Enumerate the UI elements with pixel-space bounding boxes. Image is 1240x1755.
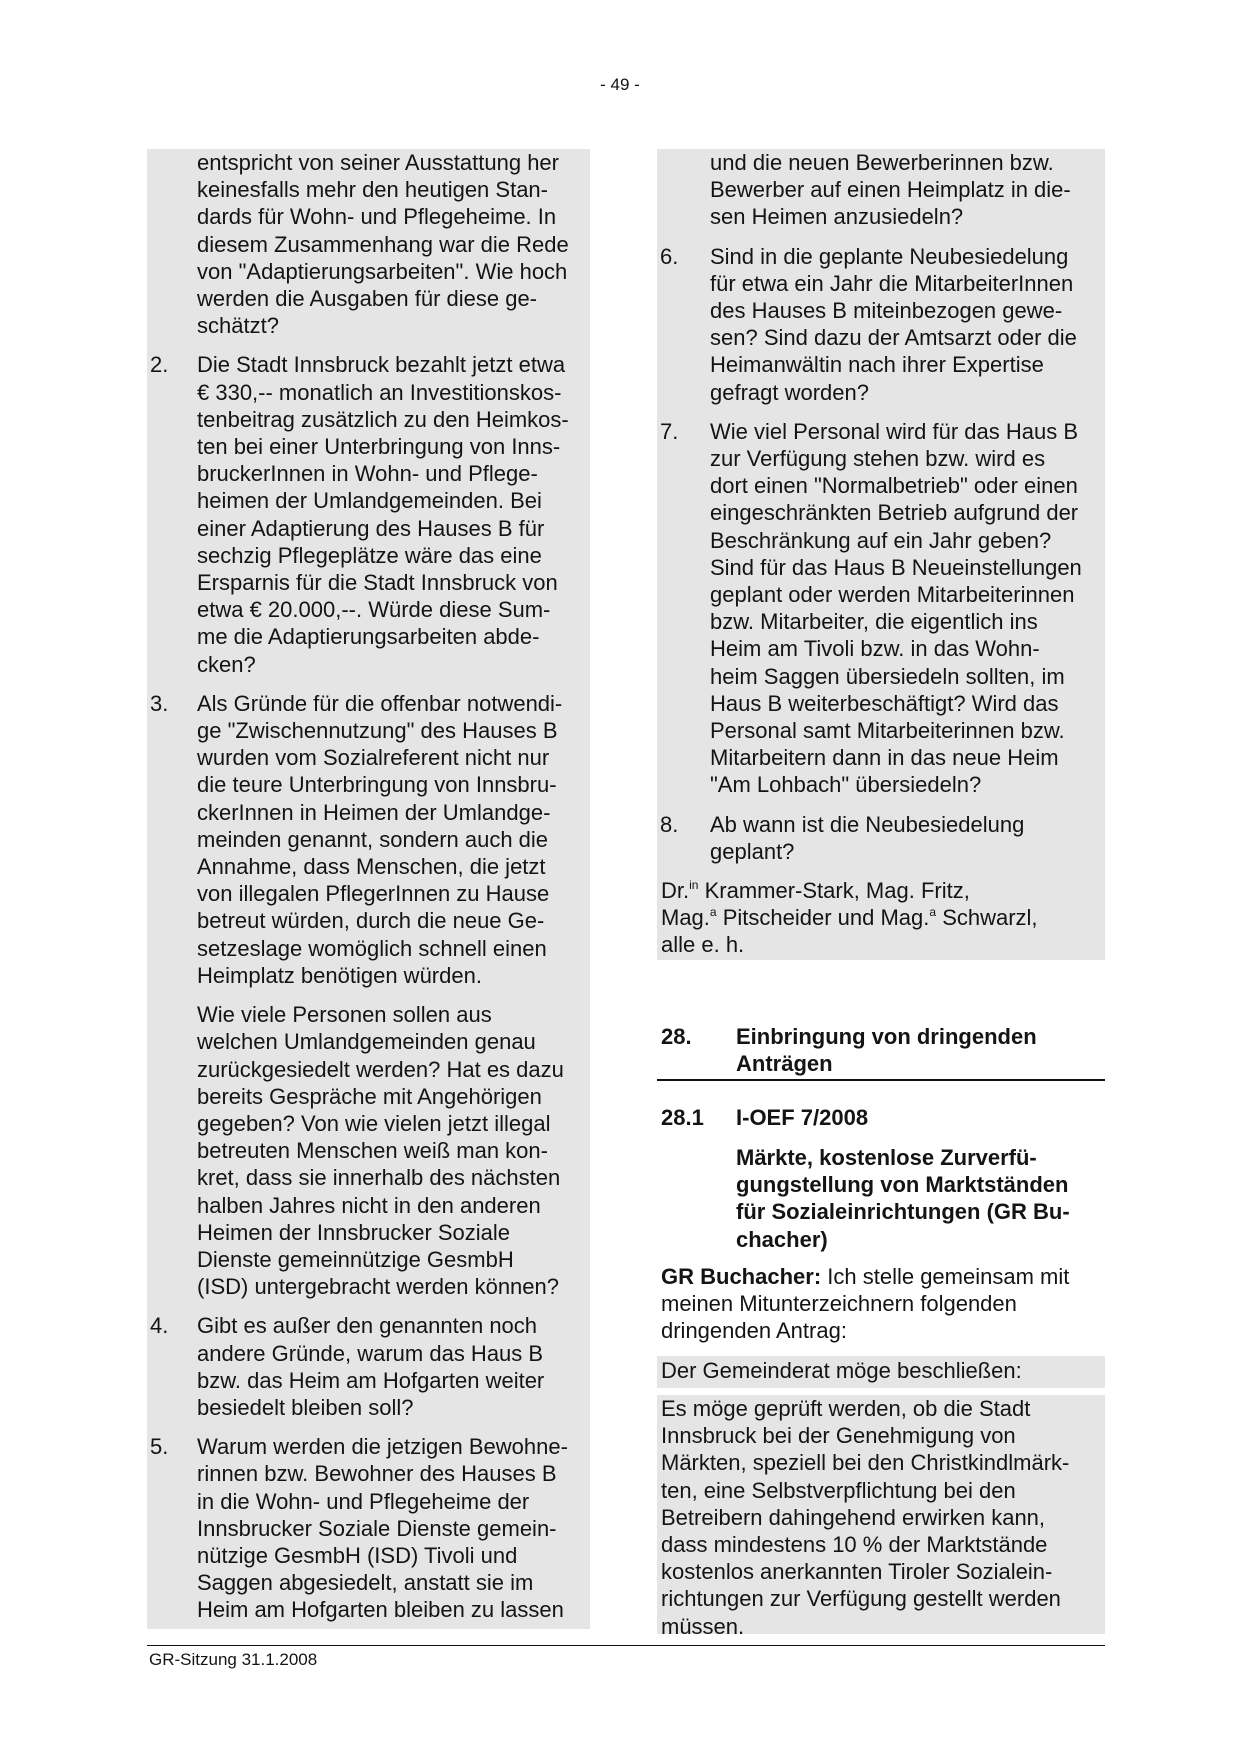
text-line: me die Adaptierungsarbeiten abde-: [197, 624, 540, 650]
question-item: [147, 1001, 590, 1300]
question-text: [657, 149, 1105, 231]
text-line: Heim am Tivoli bzw. in das Wohn-: [710, 636, 1040, 662]
text-line: geplant?: [710, 838, 795, 864]
text-line: Warum werden die jetzigen Bewohne-: [197, 1434, 568, 1460]
text-line: ten bei einer Unterbringung von Inns-: [197, 434, 561, 460]
text-line: sen Heimen anzusiedeln?: [710, 204, 964, 230]
section-title-line: Einbringung von dringenden: [736, 1024, 1037, 1049]
question-item: [147, 1312, 590, 1421]
signatures: [657, 877, 1105, 959]
footer-divider: [147, 1645, 1105, 1646]
section-title-line: Anträgen: [736, 1051, 833, 1077]
question-item: [147, 351, 590, 677]
text-line: "Am Lohbach" übersiedeln?: [710, 772, 982, 798]
question-number: 3.: [150, 690, 169, 716]
question-text: [147, 351, 590, 677]
motion-line: kostenlos anerkannten Tiroler Sozialein-: [661, 1559, 1053, 1585]
speaker-name: GR Buchacher:: [661, 1264, 822, 1289]
text-line: bruckerInnen in Wohn- und Pflege-: [197, 461, 538, 487]
motion-line: Betreibern dahingehend erwirken kann,: [661, 1504, 1046, 1530]
text-line: € 330,-- monatlich an Investitionskos-: [197, 379, 562, 405]
text-line: diesem Zusammenhang war die Rede: [197, 231, 569, 257]
question-item: [657, 811, 1105, 865]
text-line: setzeslage womöglich schnell einen: [197, 935, 547, 961]
text-line: nützige GesmbH (ISD) Tivoli und: [197, 1542, 518, 1568]
question-text: [147, 149, 590, 339]
text-line: (ISD) untergebracht werden können?: [197, 1274, 559, 1300]
text-line: Innsbrucker Soziale Dienste gemein-: [197, 1515, 557, 1541]
text-line: gegeben? Von wie vielen jetzt illegal: [197, 1110, 551, 1136]
text-line: Beschränkung auf ein Jahr geben?: [710, 527, 1052, 553]
text-line: bzw. das Heim am Hofgarten weiter: [197, 1367, 545, 1393]
subsection-code: [736, 1104, 868, 1131]
text-line: cken?: [197, 651, 256, 677]
sig-text: Krammer-Stark, Mag. Fritz,: [698, 878, 970, 904]
signature-line-2: [661, 904, 1105, 931]
question-item: [657, 418, 1105, 799]
motion-line: müssen.: [661, 1613, 745, 1639]
question-item: [657, 243, 1105, 406]
text-line: schätzt?: [197, 313, 279, 339]
section-title: [736, 1023, 1037, 1077]
motion-text-box: [657, 1395, 1105, 1639]
question-text: [657, 811, 1105, 865]
motion-header-box: [657, 1356, 1105, 1388]
intro-paragraph: [661, 1263, 1069, 1345]
question-item: [147, 690, 590, 989]
text-line: zur Verfügung stehen bzw. wird es: [710, 446, 1046, 472]
subsection-code-text: I-OEF 7/2008: [736, 1105, 869, 1130]
text-line: keinesfalls mehr den heutigen Stan-: [197, 177, 548, 203]
motion-line: ten, eine Selbstverpflichtung bei den: [661, 1477, 1016, 1503]
text-line: entspricht von seiner Ausstattung her: [197, 150, 559, 175]
question-number: 8.: [660, 811, 679, 837]
left-column-questions: [147, 149, 590, 1629]
text-line: Wie viel Personal wird für das Haus B: [710, 418, 1079, 444]
question-text: [657, 243, 1105, 406]
subsection-title-line: gungstellung von Marktständen: [736, 1172, 1069, 1198]
question-text: [147, 1312, 590, 1421]
question-item: [147, 1433, 590, 1623]
text-line: betreut würden, durch die neue Ge-: [197, 908, 545, 934]
sig-sup: a: [929, 905, 937, 920]
text-line: Sind in die geplante Neubesiedelung: [710, 243, 1069, 269]
question-number: 7.: [660, 418, 679, 444]
text-line: Sind für das Haus B Neueinstellungen: [710, 554, 1082, 580]
text-line: für etwa ein Jahr die MitarbeiterInnen: [710, 270, 1074, 296]
question-number: 5.: [150, 1434, 169, 1460]
right-column-questions: [657, 149, 1105, 960]
sig-text: Dr.: [661, 878, 690, 904]
text-line: dards für Wohn- und Pflegeheime. In: [197, 204, 557, 230]
sig-text: Pitscheider und Mag.: [716, 905, 930, 931]
intro-line: meinen Mitunterzeichnern folgenden: [661, 1291, 1017, 1317]
text-line: ge "Zwischennutzung" des Hauses B: [197, 718, 558, 744]
text-line: tenbeitrag zusätzlich zu den Heimkos-: [197, 406, 569, 432]
text-line: werden die Ausgaben für diese ge-: [197, 286, 538, 312]
question-text: [657, 418, 1105, 799]
text-line: rinnen bzw. Bewohner des Hauses B: [197, 1461, 557, 1487]
text-line: von "Adaptierungsarbeiten". Wie hoch: [197, 258, 568, 284]
text-line: dort einen "Normalbetrieb" oder einen: [710, 473, 1078, 499]
question-item: [657, 149, 1105, 231]
text-line: Als Gründe für die offenbar notwendi-: [197, 690, 563, 716]
motion-header: Der Gemeinderat möge beschließen:: [661, 1358, 1022, 1383]
text-line: Annahme, dass Menschen, die jetzt: [197, 854, 546, 880]
motion-line: Es möge geprüft werden, ob die Stadt: [661, 1396, 1031, 1421]
text-line: sechzig Pflegeplätze wäre das eine: [197, 542, 542, 568]
text-line: heimen der Umlandgemeinden. Bei: [197, 488, 542, 514]
text-line: etwa € 20.000,--. Würde diese Sum-: [197, 597, 551, 623]
intro-line: Ich stelle gemeinsam mit: [821, 1264, 1070, 1289]
text-line: wurden vom Sozialreferent nicht nur: [197, 745, 550, 771]
text-line: von illegalen PflegerInnen zu Hause: [197, 881, 550, 907]
text-line: zurückgesiedelt werden? Hat es dazu: [197, 1056, 564, 1082]
question-number: 2.: [150, 352, 169, 378]
text-line: sen? Sind dazu der Amtsarzt oder die: [710, 325, 1077, 351]
text-line: halben Jahres nicht in den anderen: [197, 1192, 541, 1218]
subsection-title-line: chacher): [736, 1226, 828, 1252]
text-line: heim Saggen übersiedeln sollten, im: [710, 663, 1065, 689]
page-number: - 49 -: [600, 75, 640, 94]
subsection-title-line: Märkte, kostenlose Zurverfü-: [736, 1145, 1037, 1170]
text-line: Saggen abgesiedelt, anstatt sie im: [197, 1570, 534, 1596]
text-line: Dienste gemeinnützige GesmbH: [197, 1246, 514, 1272]
text-line: des Hauses B miteinbezogen gewe-: [710, 298, 1063, 324]
question-text: [147, 690, 590, 989]
text-line: bereits Gespräche mit Angehörigen: [197, 1083, 542, 1109]
text-line: einer Adaptierung des Hauses B für: [197, 515, 545, 541]
motion-line: dass mindestens 10 % der Marktstände: [661, 1532, 1048, 1558]
text-line: Ab wann ist die Neubesiedelung: [710, 811, 1025, 837]
text-line: in die Wohn- und Pflegeheime der: [197, 1488, 530, 1514]
text-line: und die neuen Bewerberinnen bzw.: [710, 150, 1054, 175]
text-line: Heimanwältin nach ihrer Expertise: [710, 352, 1044, 378]
text-line: Heimplatz benötigen würden.: [197, 962, 482, 988]
text-line: betreuten Menschen weiß man kon-: [197, 1138, 548, 1164]
text-line: ckerInnen in Heimen der Umlandge-: [197, 799, 551, 825]
footer-text: GR-Sitzung 31.1.2008: [149, 1650, 318, 1669]
text-line: Heim am Hofgarten bleiben zu lassen: [197, 1597, 564, 1623]
text-line: welchen Umlandgemeinden genau: [197, 1029, 536, 1055]
text-line: Haus B weiterbeschäftigt? Wird das: [710, 690, 1059, 716]
question-number: 4.: [150, 1313, 169, 1339]
text-line: kret, dass sie innerhalb des nächsten: [197, 1165, 561, 1191]
section-number: 28.: [661, 1024, 692, 1049]
text-line: bzw. Mitarbeiter, die eigentlich ins: [710, 609, 1038, 635]
question-text: [147, 1433, 590, 1623]
motion-line: Innsbruck bei der Genehmigung von: [661, 1423, 1016, 1449]
text-line: Mitarbeitern dann in das neue Heim: [710, 745, 1059, 771]
text-line: gefragt worden?: [710, 379, 869, 405]
question-item: [147, 149, 590, 339]
text-line: geplant oder werden Mitarbeiterinnen: [710, 582, 1075, 608]
sig-text: Schwarzl,: [936, 905, 1038, 931]
text-line: Heimen der Innsbrucker Soziale: [197, 1219, 511, 1245]
sig-sup: a: [709, 905, 717, 920]
text-line: Wie viele Personen sollen aus: [197, 1002, 492, 1028]
text-line: Gibt es außer den genannten noch: [197, 1313, 538, 1339]
text-line: eingeschränkten Betrieb aufgrund der: [710, 500, 1079, 526]
signature-line-3: alle e. h.: [661, 932, 745, 958]
subsection-title-line: für Sozialeinrichtungen (GR Bu-: [736, 1199, 1070, 1225]
text-line: Die Stadt Innsbruck bezahlt jetzt etwa: [197, 352, 566, 378]
text-line: Ersparnis für die Stadt Innsbruck von: [197, 570, 558, 596]
section-divider: [657, 1079, 1105, 1081]
subsection-number: 28.1: [661, 1105, 704, 1130]
subsection-title: [736, 1144, 1070, 1253]
intro-line: dringenden Antrag:: [661, 1318, 847, 1344]
text-line: Bewerber auf einen Heimplatz in die-: [710, 177, 1071, 203]
question-number: 6.: [660, 243, 679, 269]
text-line: Personal samt Mitarbeiterinnen bzw.: [710, 718, 1065, 744]
text-line: meinden genannt, sondern auch die: [197, 826, 549, 852]
motion-line: richtungen zur Verfügung gestellt werden: [661, 1586, 1061, 1612]
signature-line-1: [661, 877, 1105, 904]
motion-line: Märkten, speziell bei den Christkindlmärk-: [661, 1450, 1070, 1476]
text-line: besiedelt bleiben soll?: [197, 1394, 414, 1420]
sig-text: Mag.: [661, 905, 710, 931]
question-text: [147, 1001, 590, 1300]
text-line: andere Gründe, warum das Haus B: [197, 1340, 544, 1366]
sig-sup: in: [689, 878, 699, 893]
text-line: die teure Unterbringung von Innsbru-: [197, 772, 557, 798]
